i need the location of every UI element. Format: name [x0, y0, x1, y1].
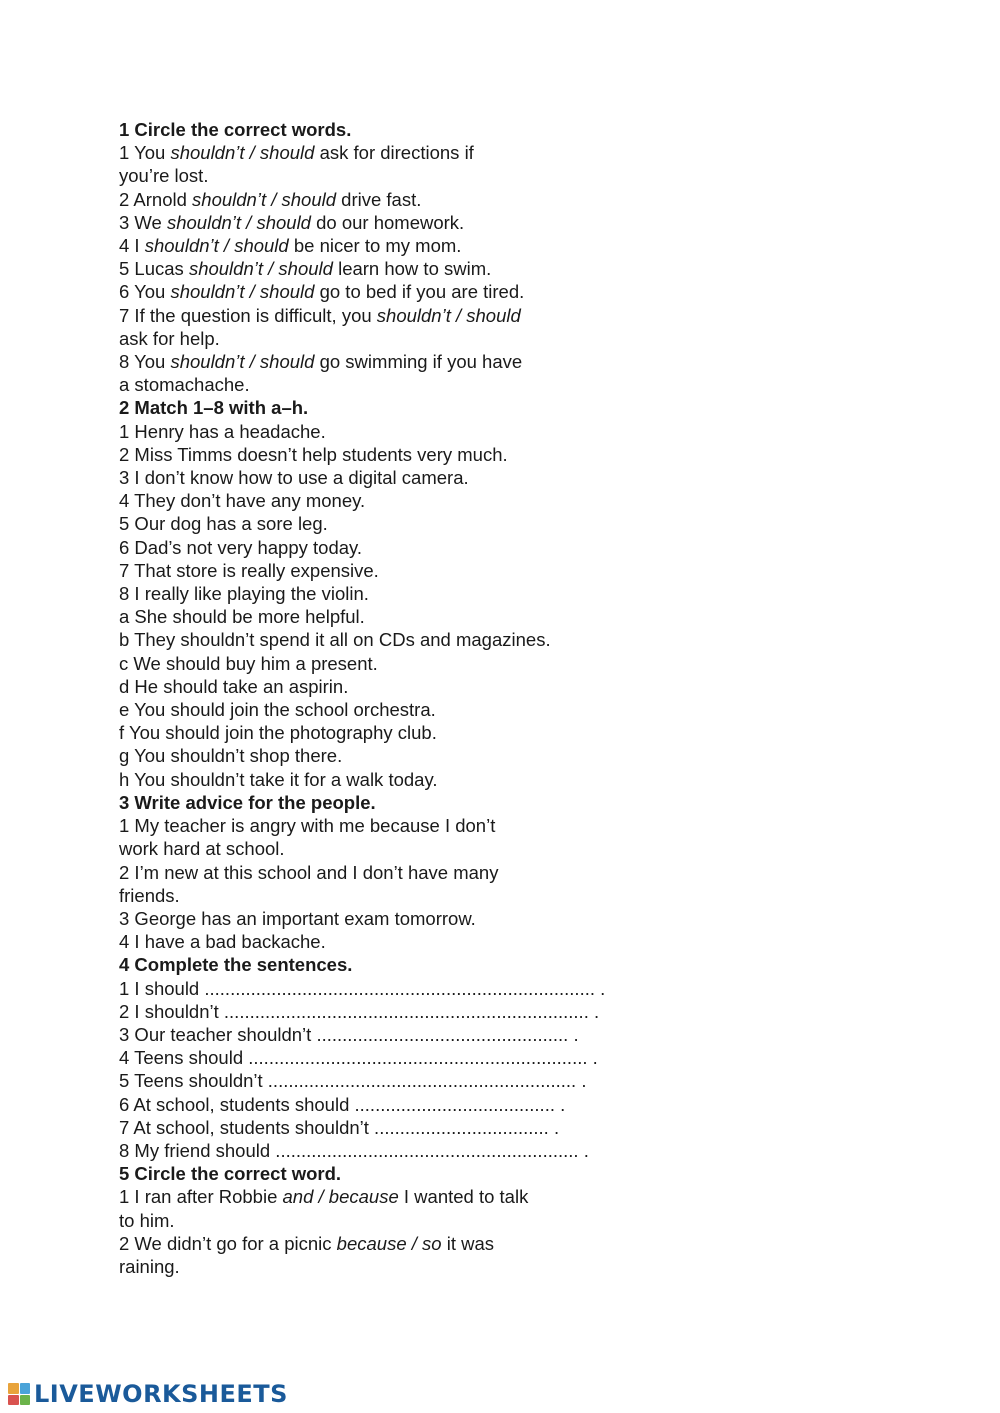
answer-options[interactable]: shouldn’t / should [144, 235, 289, 257]
match-line: b They shouldn’t spend it all on CDs and magazines. [119, 629, 551, 651]
answer-options[interactable]: shouldn’t / should [188, 258, 333, 280]
sentence-text: learn how to swim. [332, 258, 492, 280]
match-line: e You should join the school orchestra. [119, 699, 436, 721]
sentence-line [119, 1255, 679, 1278]
complete-sentence-line[interactable]: 6 At school, students should ....................................... . [119, 1093, 566, 1115]
sentence-text: 1 You [119, 142, 171, 164]
answer-options[interactable]: and / because [282, 1186, 399, 1208]
sentence-line [119, 327, 679, 350]
exercise-1-items [119, 141, 679, 396]
sentence-text: you’re lost. [119, 165, 209, 187]
sentence-line [119, 350, 679, 373]
sentence-text: raining. [119, 1255, 180, 1277]
exercise-3-items [119, 814, 679, 953]
complete-sentence-line[interactable]: 4 Teens should .................................................................. . [119, 1047, 598, 1069]
complete-sentence-line[interactable]: 8 My friend should ........................................................... . [119, 1139, 589, 1161]
sentence-line [119, 1185, 679, 1208]
sentence-line [119, 164, 679, 187]
answer-options[interactable]: shouldn’t / should [376, 304, 521, 326]
match-line: h You shouldn’t take it for a walk today. [119, 768, 438, 790]
sentence-text: ask for directions if [314, 142, 474, 164]
sentence-text: 1 I ran after Robbie [119, 1186, 283, 1208]
sentence-line [119, 280, 679, 303]
match-line: 1 Henry has a headache. [119, 420, 326, 442]
sentence-text: 2 We didn’t go for a picnic [119, 1232, 337, 1254]
match-line: d He should take an aspirin. [119, 675, 349, 697]
sentence-text: 8 You [119, 351, 171, 373]
sentence-text: drive fast. [336, 188, 422, 210]
sentence-line [119, 304, 679, 327]
sentence-text: go to bed if you are tired. [314, 281, 525, 303]
sentence-line [119, 141, 679, 164]
answer-options[interactable]: shouldn’t / should [170, 351, 315, 373]
sentence-text: 7 If the question is difficult, you [119, 304, 377, 326]
sentence-text: I wanted to talk [398, 1186, 529, 1208]
match-line: 3 I don’t know how to use a digital camera. [119, 467, 469, 489]
sentence-text: ask for help. [119, 327, 220, 349]
match-line: g You shouldn’t shop there. [119, 745, 343, 767]
exercise-2-items [119, 420, 679, 791]
advice-prompt-line: 4 I have a bad backache. [119, 931, 326, 953]
sentence-text: do our homework. [310, 211, 465, 233]
match-line: f You should join the photography club. [119, 722, 437, 744]
sentence-line [119, 211, 679, 234]
exercise-4-items [119, 977, 679, 1163]
exercise-5-heading: 5 Circle the correct word. [119, 1163, 342, 1185]
match-line: 4 They don’t have any money. [119, 490, 366, 512]
advice-prompt-line: work hard at school. [119, 838, 285, 860]
match-line: 2 Miss Timms doesn’t help students very much. [119, 443, 508, 465]
sentence-text: be nicer to my mom. [288, 235, 462, 257]
answer-options[interactable]: shouldn’t / should [192, 188, 337, 210]
advice-prompt-line: friends. [119, 884, 180, 906]
complete-sentence-line[interactable]: 3 Our teacher shouldn’t ................................................. . [119, 1023, 579, 1045]
exercise-4-heading: 4 Complete the sentences. [119, 954, 353, 976]
answer-options[interactable]: shouldn’t / should [170, 281, 315, 303]
exercise-3-heading: 3 Write advice for the people. [119, 791, 376, 813]
sentence-text: to him. [119, 1209, 175, 1231]
sentence-text: 4 I [119, 235, 145, 257]
sentence-line [119, 188, 679, 211]
sentence-text: it was [441, 1232, 495, 1254]
complete-sentence-line[interactable]: 2 I shouldn’t ....................................................................... . [119, 1000, 600, 1022]
sentence-text: 5 Lucas [119, 258, 189, 280]
answer-options[interactable]: shouldn’t / should [170, 142, 315, 164]
logo-square [20, 1383, 31, 1394]
sentence-line [119, 234, 679, 257]
sentence-line [119, 1209, 679, 1232]
sentence-text: 2 Arnold [119, 188, 193, 210]
match-line: 5 Our dog has a sore leg. [119, 513, 328, 535]
liveworksheets-logo [8, 1381, 288, 1407]
complete-sentence-line[interactable]: 1 I should ............................................................................ . [119, 977, 606, 999]
logo-text: LIVEWORKSHEETS [34, 1380, 288, 1408]
sentence-line [119, 257, 679, 280]
complete-sentence-line[interactable]: 7 At school, students shouldn’t .................................. . [119, 1116, 560, 1138]
answer-options[interactable]: because / so [336, 1232, 442, 1254]
match-line: c We should buy him a present. [119, 652, 378, 674]
advice-prompt-line: 2 I’m new at this school and I don’t have many [119, 861, 499, 883]
advice-prompt-line: 3 George has an important exam tomorrow. [119, 907, 476, 929]
match-line: a She should be more helpful. [119, 606, 365, 628]
match-line: 6 Dad’s not very happy today. [119, 536, 363, 558]
match-line: 8 I really like playing the violin. [119, 583, 369, 605]
exercise-2-heading: 2 Match 1–8 with a–h. [119, 397, 309, 419]
sentence-text: 6 You [119, 281, 171, 303]
match-line: 7 That store is really expensive. [119, 559, 379, 581]
logo-square [20, 1395, 31, 1406]
sentence-text: a stomachache. [119, 374, 250, 396]
answer-options[interactable]: shouldn’t / should [166, 211, 311, 233]
advice-prompt-line: 1 My teacher is angry with me because I don’t [119, 815, 496, 837]
exercise-5-items [119, 1185, 679, 1278]
sentence-line [119, 1232, 679, 1255]
exercise-1-heading: 1 Circle the correct words. [119, 119, 352, 140]
sentence-text: 3 We [119, 211, 167, 233]
sentence-text: go swimming if you have [314, 351, 523, 373]
logo-square [8, 1395, 19, 1406]
worksheet [119, 118, 679, 1278]
liveworksheets-logo-icon [8, 1383, 30, 1405]
complete-sentence-line[interactable]: 5 Teens shouldn’t ............................................................ . [119, 1070, 587, 1092]
sentence-line [119, 373, 679, 396]
logo-square [8, 1383, 19, 1394]
